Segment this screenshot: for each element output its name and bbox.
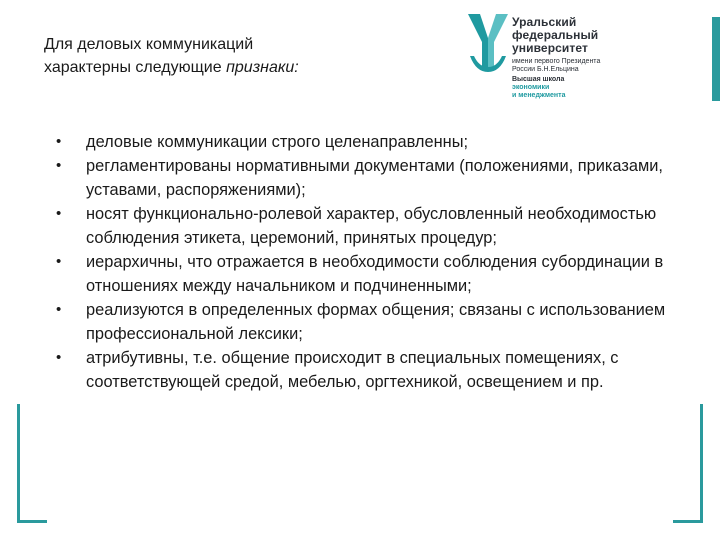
title-line-2-italic: признаки: bbox=[226, 59, 299, 76]
corner-bracket-right-base bbox=[673, 520, 703, 523]
university-named-after bbox=[512, 58, 600, 74]
named-after-line: России Б.Н.Ельцина bbox=[512, 66, 579, 73]
corner-bracket-left-base bbox=[17, 520, 47, 523]
list-item-text: иерархичны, что отражается в необходимости соблюдения субординации в отношениях между начальником и подчиненными; bbox=[86, 253, 664, 295]
bullet-icon: • bbox=[56, 133, 62, 150]
list-item-text: реализуются в определенных формах общения; связаны с использованием профессиональной лексики; bbox=[86, 301, 666, 343]
bullet-icon: • bbox=[56, 205, 62, 222]
bullet-icon: • bbox=[56, 349, 62, 366]
list-item-text: атрибутивны, т.е. общение происходит в специальных помещениях, с соответствующей средой, мебелью, оргтехникой, освещением и пр. bbox=[86, 349, 619, 391]
edge-accent-bar bbox=[712, 17, 720, 101]
title-line-2-text: характерны следующие bbox=[44, 59, 227, 76]
bullet-list bbox=[56, 130, 696, 394]
list-item bbox=[56, 130, 696, 154]
university-name-line: университет bbox=[512, 41, 588, 55]
corner-bracket-left bbox=[17, 404, 20, 523]
university-logo bbox=[466, 12, 626, 104]
list-item bbox=[56, 250, 696, 298]
named-after-line: имени первого Президента bbox=[512, 58, 601, 65]
title-line-2 bbox=[44, 56, 444, 79]
slide-title bbox=[44, 33, 444, 79]
bullet-icon: • bbox=[56, 301, 62, 318]
list-item bbox=[56, 346, 696, 394]
bullet-icon: • bbox=[56, 253, 62, 270]
school-name-line: и менеджмента bbox=[512, 92, 566, 99]
university-name-line: федеральный bbox=[512, 28, 599, 42]
list-item bbox=[56, 298, 696, 346]
school-name-line: экономики bbox=[512, 84, 550, 91]
title-line-1: Для деловых коммуникаций bbox=[44, 36, 254, 53]
list-item bbox=[56, 202, 696, 250]
corner-bracket-right bbox=[700, 404, 703, 523]
university-name-line: Уральский bbox=[512, 15, 577, 29]
list-item bbox=[56, 154, 696, 202]
school-name-line: Высшая школа bbox=[512, 76, 565, 83]
school-name bbox=[512, 76, 565, 100]
bullet-icon: • bbox=[56, 157, 62, 174]
list-item-text: носят функционально-ролевой характер, обусловленный необходимостью соблюдения этикета, церемоний, принятых процедур; bbox=[86, 205, 657, 247]
list-item-text: деловые коммуникации строго целенаправленны; bbox=[86, 133, 469, 151]
ural-university-y-emblem-icon bbox=[466, 12, 510, 74]
university-name bbox=[512, 16, 598, 55]
list-item-text: регламентированы нормативными документами (положениями, приказами, уставами, распоряжениями); bbox=[86, 157, 663, 199]
